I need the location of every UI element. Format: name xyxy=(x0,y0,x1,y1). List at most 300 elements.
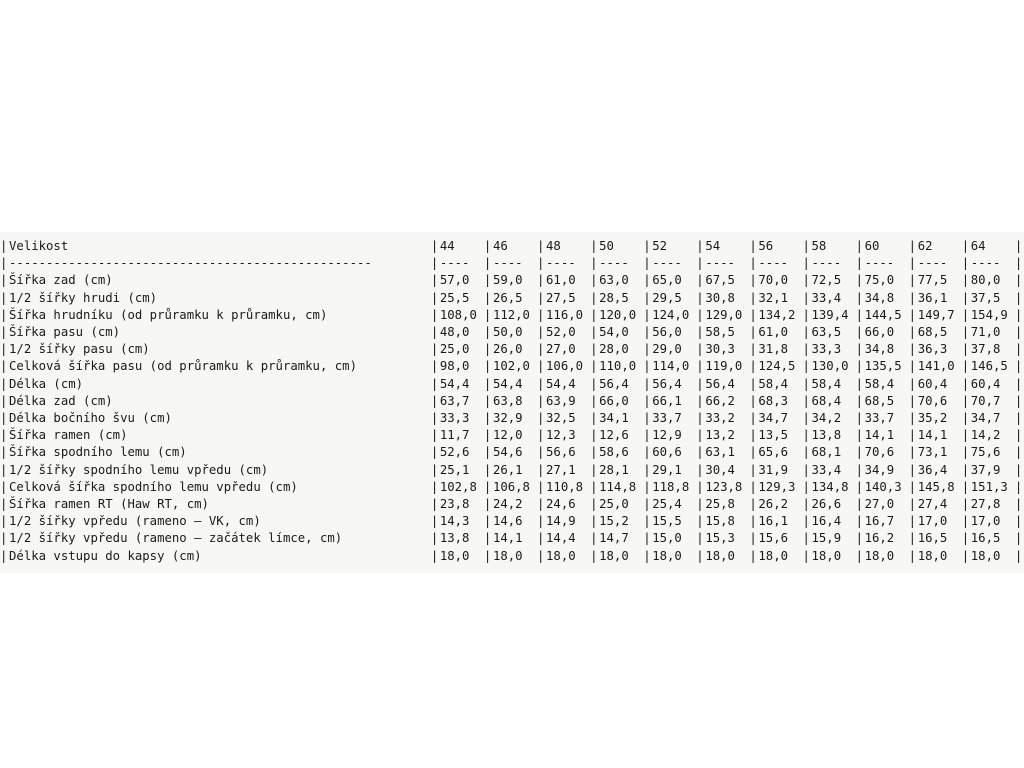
column-separator: | xyxy=(1014,479,1023,494)
column-separator: | xyxy=(696,393,704,408)
column-header-size: 44 xyxy=(439,239,455,253)
measurement-value: 63,0 xyxy=(599,273,629,288)
measurement-value: 68,5 xyxy=(917,325,948,340)
column-separator: | xyxy=(802,342,810,357)
column-separator: | xyxy=(537,462,545,477)
table-rule-cell: ---- xyxy=(705,256,735,271)
column-separator: | xyxy=(0,290,8,305)
measurement-value: 13,5 xyxy=(758,428,789,443)
table-rule-cell: ---- xyxy=(652,256,682,271)
column-separator: | xyxy=(590,497,598,512)
measurement-value: 28,0 xyxy=(599,342,629,357)
column-separator: | xyxy=(749,445,757,460)
column-separator: | xyxy=(483,256,492,271)
column-separator: | xyxy=(483,445,492,460)
measurement-value: 141,0 xyxy=(917,359,955,374)
table-header-label: Velikost xyxy=(9,239,69,253)
column-separator: | xyxy=(961,290,970,305)
measurement-value: 24,6 xyxy=(546,497,576,512)
column-separator: | xyxy=(802,393,810,408)
measurement-value: 114,0 xyxy=(652,359,690,374)
table-row xyxy=(0,307,1024,324)
column-separator: | xyxy=(961,359,970,374)
column-separator: | xyxy=(643,359,651,374)
measurement-value: 13,2 xyxy=(705,428,735,443)
column-header-size: 46 xyxy=(492,239,508,253)
measurement-value: 68,4 xyxy=(811,393,842,408)
column-separator: | xyxy=(590,411,598,426)
measurement-value: 32,1 xyxy=(758,290,789,305)
measurement-value: 25,0 xyxy=(439,342,470,357)
column-separator: | xyxy=(0,239,8,253)
column-header-size: 52 xyxy=(652,239,668,253)
measurement-value: 56,0 xyxy=(652,325,682,340)
column-separator: | xyxy=(0,393,8,408)
column-separator: | xyxy=(1014,239,1023,253)
measurement-value: 15,5 xyxy=(652,514,682,529)
column-separator: | xyxy=(855,342,863,357)
column-separator: | xyxy=(749,376,757,391)
table-rule-cell: ---- xyxy=(917,256,948,271)
column-separator: | xyxy=(430,256,439,271)
column-separator: | xyxy=(0,479,8,494)
column-separator: | xyxy=(1014,290,1023,305)
column-separator: | xyxy=(802,428,810,443)
measurement-value: 130,0 xyxy=(811,359,849,374)
measurement-value: 12,3 xyxy=(546,428,576,443)
column-separator: | xyxy=(696,411,704,426)
measurement-value: 14,1 xyxy=(492,531,523,546)
table-rule-label: ------------------------------------------------- xyxy=(9,256,372,271)
measurement-value: 61,0 xyxy=(758,325,789,340)
column-separator: | xyxy=(483,325,492,340)
column-separator: | xyxy=(908,531,917,546)
measurement-value: 26,6 xyxy=(811,497,842,512)
column-separator: | xyxy=(696,239,704,253)
measurement-value: 33,3 xyxy=(439,411,470,426)
measurement-value: 34,8 xyxy=(864,290,895,305)
measurement-label: 1/2 šířky pasu (cm) xyxy=(9,342,150,357)
column-separator: | xyxy=(696,273,704,288)
column-separator: | xyxy=(643,256,651,271)
column-separator: | xyxy=(855,376,863,391)
table-rule-cell: ---- xyxy=(492,256,523,271)
column-separator: | xyxy=(855,256,863,271)
measurement-value: 18,0 xyxy=(652,548,682,563)
measurement-value: 25,8 xyxy=(705,497,735,512)
measurement-value: 29,5 xyxy=(652,290,682,305)
column-separator: | xyxy=(908,548,917,563)
column-separator: | xyxy=(643,307,651,322)
measurement-value: 18,0 xyxy=(546,548,576,563)
measurement-value: 80,0 xyxy=(970,273,1001,288)
column-separator: | xyxy=(483,273,492,288)
column-separator: | xyxy=(961,479,970,494)
measurement-value: 17,0 xyxy=(917,514,948,529)
column-separator: | xyxy=(696,462,704,477)
measurement-value: 119,0 xyxy=(705,359,743,374)
table-rule-row xyxy=(0,255,1024,272)
measurement-value: 60,4 xyxy=(917,376,948,391)
measurement-value: 63,9 xyxy=(546,393,576,408)
column-separator: | xyxy=(961,497,970,512)
column-separator: | xyxy=(537,393,545,408)
measurement-value: 75,6 xyxy=(970,445,1001,460)
column-header-size: 50 xyxy=(599,239,614,253)
column-separator: | xyxy=(749,290,757,305)
measurement-value: 48,0 xyxy=(439,325,470,340)
column-separator: | xyxy=(643,514,651,529)
measurement-value: 110,0 xyxy=(599,359,637,374)
measurement-value: 36,1 xyxy=(917,290,948,305)
column-separator: | xyxy=(802,548,810,563)
measurement-value: 14,1 xyxy=(917,428,948,443)
column-separator: | xyxy=(590,548,598,563)
column-separator: | xyxy=(1014,393,1023,408)
column-separator: | xyxy=(590,325,598,340)
measurement-value: 25,0 xyxy=(599,497,629,512)
column-separator: | xyxy=(1014,462,1023,477)
column-separator: | xyxy=(430,462,439,477)
column-separator: | xyxy=(961,342,970,357)
measurement-value: 30,4 xyxy=(705,462,735,477)
measurement-label: Délka (cm) xyxy=(9,376,84,391)
column-separator: | xyxy=(643,497,651,512)
measurement-value: 151,3 xyxy=(970,479,1008,494)
table-row xyxy=(0,393,1024,410)
measurement-value: 18,0 xyxy=(439,548,470,563)
column-separator: | xyxy=(696,307,704,322)
table-row xyxy=(0,548,1024,565)
column-separator: | xyxy=(749,462,757,477)
measurement-value: 18,0 xyxy=(758,548,789,563)
column-separator: | xyxy=(0,548,8,563)
measurement-value: 15,6 xyxy=(758,531,789,546)
column-header-size: 60 xyxy=(864,239,880,253)
measurement-value: 54,4 xyxy=(546,376,576,391)
measurement-value: 54,0 xyxy=(599,325,629,340)
measurement-label: Šířka spodního lemu (cm) xyxy=(9,445,187,460)
column-separator: | xyxy=(961,411,970,426)
column-separator: | xyxy=(483,359,492,374)
column-separator: | xyxy=(802,256,810,271)
column-separator: | xyxy=(961,514,970,529)
measurement-value: 134,2 xyxy=(758,307,796,322)
column-separator: | xyxy=(430,514,439,529)
column-separator: | xyxy=(430,531,439,546)
measurement-value: 12,0 xyxy=(492,428,523,443)
measurement-label: Celková šířka pasu (od průramku k průramku, cm) xyxy=(9,359,357,374)
measurement-value: 56,4 xyxy=(652,376,682,391)
column-separator: | xyxy=(908,359,917,374)
measurement-label: Šířka zad (cm) xyxy=(9,273,113,288)
column-separator: | xyxy=(483,497,492,512)
column-separator: | xyxy=(749,342,757,357)
column-separator: | xyxy=(1014,359,1023,374)
measurement-value: 18,0 xyxy=(492,548,523,563)
column-separator: | xyxy=(0,462,8,477)
column-separator: | xyxy=(908,445,917,460)
measurement-value: 154,9 xyxy=(970,307,1008,322)
table-rule-cell: ---- xyxy=(970,256,1001,271)
measurement-label: Šířka ramen (cm) xyxy=(9,428,128,443)
column-separator: | xyxy=(430,307,439,322)
column-separator: | xyxy=(643,479,651,494)
measurement-value: 34,8 xyxy=(864,342,895,357)
column-separator: | xyxy=(855,462,863,477)
column-separator: | xyxy=(855,428,863,443)
measurement-value: 120,0 xyxy=(599,307,637,322)
column-separator: | xyxy=(749,411,757,426)
measurement-value: 33,2 xyxy=(705,411,735,426)
measurement-value: 54,4 xyxy=(492,376,523,391)
measurement-value: 16,7 xyxy=(864,514,895,529)
measurement-value: 71,0 xyxy=(970,325,1001,340)
measurement-value: 59,0 xyxy=(492,273,523,288)
column-separator: | xyxy=(855,290,863,305)
column-separator: | xyxy=(749,479,757,494)
measurement-value: 61,0 xyxy=(546,273,576,288)
measurement-value: 145,8 xyxy=(917,479,955,494)
column-separator: | xyxy=(483,479,492,494)
column-separator: | xyxy=(537,256,545,271)
column-separator: | xyxy=(1014,325,1023,340)
column-separator: | xyxy=(0,428,8,443)
column-separator: | xyxy=(749,428,757,443)
column-separator: | xyxy=(537,359,545,374)
measurement-value: 14,9 xyxy=(546,514,576,529)
column-separator: | xyxy=(696,342,704,357)
column-separator: | xyxy=(590,445,598,460)
column-separator: | xyxy=(1014,514,1023,529)
column-separator: | xyxy=(1014,307,1023,322)
measurement-value: 16,5 xyxy=(970,531,1001,546)
measurement-value: 26,0 xyxy=(492,342,523,357)
column-separator: | xyxy=(749,359,757,374)
measurement-value: 54,6 xyxy=(492,445,523,460)
column-separator: | xyxy=(537,342,545,357)
column-separator: | xyxy=(430,376,439,391)
column-separator: | xyxy=(0,273,8,288)
column-separator: | xyxy=(749,256,757,271)
column-separator: | xyxy=(855,393,863,408)
column-separator: | xyxy=(802,479,810,494)
column-separator: | xyxy=(961,273,970,288)
column-separator: | xyxy=(483,514,492,529)
measurement-value: 70,7 xyxy=(970,393,1001,408)
column-separator: | xyxy=(961,239,970,253)
measurement-value: 34,7 xyxy=(970,411,1001,426)
column-separator: | xyxy=(590,479,598,494)
measurement-value: 129,3 xyxy=(758,479,796,494)
column-separator: | xyxy=(483,239,492,253)
column-separator: | xyxy=(1014,411,1023,426)
measurement-value: 18,0 xyxy=(599,548,629,563)
column-separator: | xyxy=(961,376,970,391)
table-row xyxy=(0,376,1024,393)
measurement-value: 17,0 xyxy=(970,514,1001,529)
measurement-value: 77,5 xyxy=(917,273,948,288)
table-row xyxy=(0,272,1024,289)
measurement-value: 54,4 xyxy=(439,376,470,391)
column-header-size: 48 xyxy=(546,239,561,253)
measurement-value: 114,8 xyxy=(599,479,637,494)
measurement-value: 37,5 xyxy=(970,290,1001,305)
measurement-value: 33,4 xyxy=(811,462,842,477)
column-separator: | xyxy=(696,359,704,374)
column-separator: | xyxy=(643,411,651,426)
measurement-value: 15,0 xyxy=(652,531,682,546)
column-separator: | xyxy=(590,359,598,374)
size-chart-container xyxy=(0,232,1024,573)
column-separator: | xyxy=(1014,428,1023,443)
column-separator: | xyxy=(483,307,492,322)
column-separator: | xyxy=(696,514,704,529)
column-separator: | xyxy=(908,307,917,322)
column-separator: | xyxy=(961,393,970,408)
measurement-value: 37,9 xyxy=(970,462,1001,477)
measurement-label: 1/2 šířky hrudi (cm) xyxy=(9,290,158,305)
measurement-label: Délka zad (cm) xyxy=(9,393,113,408)
measurement-value: 15,3 xyxy=(705,531,735,546)
table-rule-cell: ---- xyxy=(758,256,789,271)
column-separator: | xyxy=(802,411,810,426)
column-separator: | xyxy=(961,548,970,563)
column-separator: | xyxy=(908,273,917,288)
table-row xyxy=(0,462,1024,479)
column-separator: | xyxy=(908,376,917,391)
column-separator: | xyxy=(696,548,704,563)
column-separator: | xyxy=(749,393,757,408)
column-separator: | xyxy=(855,273,863,288)
column-separator: | xyxy=(908,497,917,512)
column-separator: | xyxy=(696,445,704,460)
measurement-value: 14,3 xyxy=(439,514,470,529)
column-separator: | xyxy=(430,273,439,288)
column-separator: | xyxy=(1014,273,1023,288)
column-separator: | xyxy=(1014,548,1023,563)
column-separator: | xyxy=(749,325,757,340)
measurement-value: 116,0 xyxy=(546,307,584,322)
column-separator: | xyxy=(802,239,810,253)
measurement-label: Celková šířka spodního lemu vpředu (cm) xyxy=(9,479,298,494)
column-header-size: 58 xyxy=(811,239,827,253)
column-separator: | xyxy=(855,325,863,340)
measurement-value: 63,8 xyxy=(492,393,523,408)
measurement-value: 28,5 xyxy=(599,290,629,305)
measurement-value: 36,4 xyxy=(917,462,948,477)
column-separator: | xyxy=(483,462,492,477)
measurement-value: 124,0 xyxy=(652,307,690,322)
measurement-value: 15,8 xyxy=(705,514,735,529)
column-separator: | xyxy=(749,273,757,288)
column-separator: | xyxy=(430,548,439,563)
column-separator: | xyxy=(1014,531,1023,546)
column-separator: | xyxy=(908,325,917,340)
column-separator: | xyxy=(430,393,439,408)
column-separator: | xyxy=(696,376,704,391)
table-header-row xyxy=(0,238,1024,255)
column-separator: | xyxy=(430,479,439,494)
measurement-value: 14,2 xyxy=(970,428,1001,443)
measurement-value: 32,9 xyxy=(492,411,523,426)
measurement-value: 50,0 xyxy=(492,325,523,340)
measurement-value: 57,0 xyxy=(439,273,470,288)
column-separator: | xyxy=(749,548,757,563)
column-separator: | xyxy=(1014,497,1023,512)
measurement-value: 124,5 xyxy=(758,359,796,374)
column-header-size: 64 xyxy=(970,239,986,253)
column-separator: | xyxy=(749,239,757,253)
column-separator: | xyxy=(643,445,651,460)
measurement-label: Délka bočního švu (cm) xyxy=(9,411,172,426)
measurement-value: 16,1 xyxy=(758,514,789,529)
measurement-value: 15,2 xyxy=(599,514,629,529)
measurement-value: 35,2 xyxy=(917,411,948,426)
measurement-value: 13,8 xyxy=(811,428,842,443)
column-separator: | xyxy=(0,359,8,374)
column-separator: | xyxy=(537,290,545,305)
measurement-value: 33,7 xyxy=(652,411,682,426)
column-separator: | xyxy=(855,479,863,494)
measurement-value: 58,4 xyxy=(864,376,895,391)
column-separator: | xyxy=(590,273,598,288)
column-separator: | xyxy=(908,462,917,477)
measurement-value: 63,5 xyxy=(811,325,842,340)
column-separator: | xyxy=(537,497,545,512)
measurement-value: 14,1 xyxy=(864,428,895,443)
measurement-value: 118,8 xyxy=(652,479,690,494)
column-separator: | xyxy=(1014,376,1023,391)
column-separator: | xyxy=(0,376,8,391)
measurement-value: 144,5 xyxy=(864,307,902,322)
column-separator: | xyxy=(961,307,970,322)
column-separator: | xyxy=(855,548,863,563)
measurement-value: 108,0 xyxy=(439,307,477,322)
table-row xyxy=(0,513,1024,530)
measurement-value: 58,5 xyxy=(705,325,735,340)
column-separator: | xyxy=(483,290,492,305)
measurement-value: 102,8 xyxy=(439,479,477,494)
measurement-value: 31,8 xyxy=(758,342,789,357)
measurement-value: 106,8 xyxy=(492,479,530,494)
measurement-value: 23,8 xyxy=(439,497,470,512)
measurement-value: 52,6 xyxy=(439,445,470,460)
measurement-value: 32,5 xyxy=(546,411,576,426)
column-separator: | xyxy=(908,290,917,305)
table-rule-cell: ---- xyxy=(599,256,629,271)
measurement-value: 34,2 xyxy=(811,411,842,426)
measurement-value: 26,5 xyxy=(492,290,523,305)
column-separator: | xyxy=(0,256,8,271)
measurement-label: Šířka pasu (cm) xyxy=(9,325,121,340)
column-separator: | xyxy=(802,514,810,529)
column-separator: | xyxy=(961,256,970,271)
column-separator: | xyxy=(590,256,598,271)
measurement-value: 12,6 xyxy=(599,428,629,443)
column-separator: | xyxy=(696,325,704,340)
column-separator: | xyxy=(483,342,492,357)
measurement-value: 11,7 xyxy=(439,428,470,443)
measurement-value: 16,4 xyxy=(811,514,842,529)
column-separator: | xyxy=(749,307,757,322)
measurement-value: 56,6 xyxy=(546,445,576,460)
measurement-value: 26,2 xyxy=(758,497,789,512)
measurement-value: 18,0 xyxy=(917,548,948,563)
measurement-value: 25,1 xyxy=(439,462,470,477)
column-separator: | xyxy=(643,428,651,443)
measurement-value: 102,0 xyxy=(492,359,530,374)
